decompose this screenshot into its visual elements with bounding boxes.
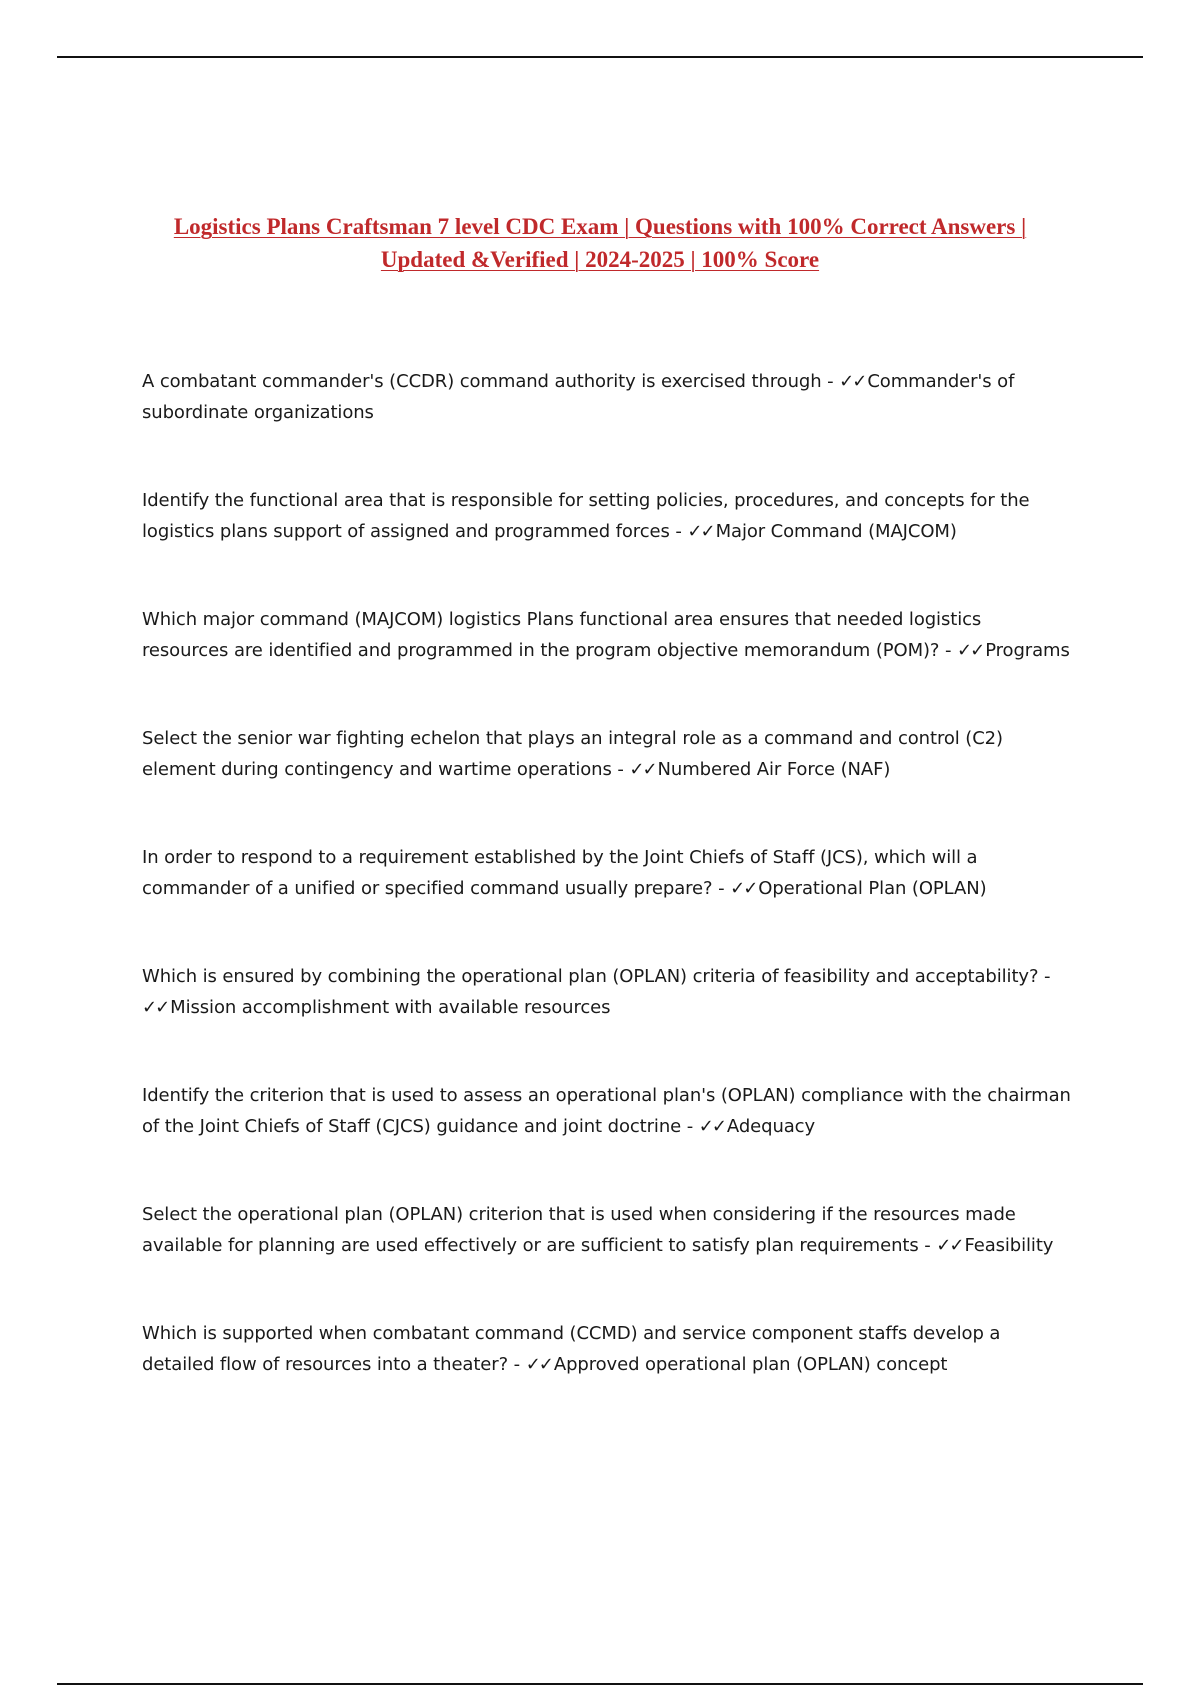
question-text: Select the senior war fighting echelon that plays an integral role as a command and control (C2) element during contingency and wartime operations [142, 728, 1003, 780]
question-text: Which is supported when combatant command (CCMD) and service component staffs develop a detailed flow of resources into a theater? [142, 1323, 1001, 1375]
separator: - [712, 878, 731, 899]
question-text: Select the operational plan (OPLAN) criterion that is used when considering if the resources made available for planning are used effectively or are sufficient to satisfy plan requirements [142, 1204, 1016, 1256]
answer-text: Feasibility [964, 1235, 1054, 1256]
question-text: Which is ensured by combining the operational plan (OPLAN) criteria of feasibility and acceptability? [142, 966, 1039, 987]
document-title [120, 210, 1080, 276]
top-horizontal-rule [57, 56, 1143, 58]
answer-text: Approved operational plan (OPLAN) concept [553, 1354, 948, 1375]
answer-text: Adequacy [726, 1116, 816, 1137]
qa-item [142, 604, 1072, 666]
qa-item [142, 723, 1072, 785]
answer-text: Commander's of subordinate organizations [142, 371, 1015, 423]
qa-item [142, 366, 1072, 428]
separator: - [508, 1354, 526, 1375]
qa-item [142, 1080, 1072, 1142]
double-check-icon: ✓✓ [687, 521, 714, 542]
qa-item [142, 842, 1072, 904]
bottom-horizontal-rule [57, 1683, 1143, 1685]
separator: - [918, 1235, 937, 1256]
qa-item [142, 1318, 1072, 1380]
separator: - [681, 1116, 699, 1137]
question-text: Identify the criterion that is used to assess an operational plan's (OPLAN) compliance with the chairman of the Joint Chiefs of Staff (CJCS) guidance and joint doctrine [142, 1085, 1071, 1137]
double-check-icon: ✓✓ [957, 640, 984, 661]
separator: - [939, 640, 958, 661]
answer-text: Programs [985, 640, 1070, 661]
answer-text: Numbered Air Force (NAF) [657, 759, 891, 780]
question-text: A combatant commander's (CCDR) command authority is exercised through [142, 371, 822, 392]
qa-item [142, 961, 1072, 1023]
question-text: Which major command (MAJCOM) logistics Plans functional area ensures that needed logistics resources are identified and programmed in the program objective memorandum (POM)? [142, 609, 982, 661]
question-answer-list [142, 366, 1072, 1437]
separator: - [611, 759, 630, 780]
double-check-icon: ✓✓ [698, 1116, 725, 1137]
answer-text: Mission accomplishment with available resources [170, 997, 611, 1018]
qa-item [142, 1199, 1072, 1261]
separator: - [821, 371, 840, 392]
answer-text: Operational Plan (OPLAN) [758, 878, 987, 899]
title-line-1: Logistics Plans Craftsman 7 level CDC Exam | Questions with 100% Correct Answers | [173, 214, 1027, 239]
title-line-2: Updated &Verified | 2024-2025 | 100% Score [380, 247, 820, 272]
separator: - [1038, 966, 1051, 987]
question-text: In order to respond to a requirement established by the Joint Chiefs of Staff (JCS), which will a commander of a unified or specified command usually prepare? [142, 847, 978, 899]
double-check-icon: ✓✓ [839, 371, 866, 392]
answer-text: Major Command (MAJCOM) [715, 521, 957, 542]
question-text: Identify the functional area that is responsible for setting policies, procedures, and concepts for the logistics plans support of assigned and programmed forces [142, 490, 1030, 542]
double-check-icon: ✓✓ [936, 1235, 963, 1256]
double-check-icon: ✓✓ [730, 878, 757, 899]
separator: - [669, 521, 688, 542]
double-check-icon: ✓✓ [629, 759, 656, 780]
double-check-icon: ✓✓ [142, 997, 169, 1018]
qa-item [142, 485, 1072, 547]
double-check-icon: ✓✓ [525, 1354, 552, 1375]
